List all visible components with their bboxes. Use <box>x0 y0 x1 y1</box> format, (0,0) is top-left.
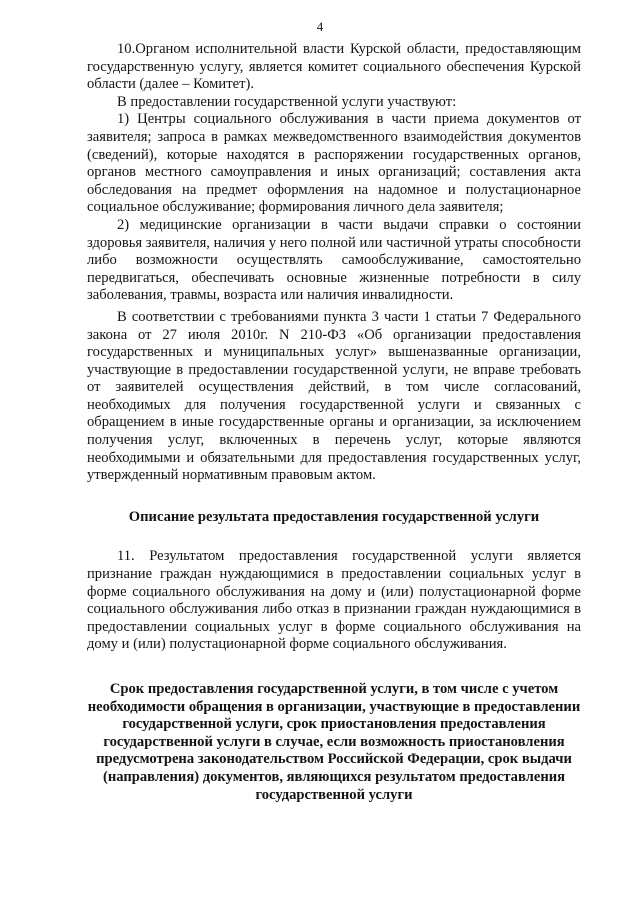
spacer <box>87 654 581 681</box>
heading-term-of-service: Срок предоставления государственной услуги, в том числе с учетом необходимости обращения в организации, участвующие в предоставлении государственной услуги, срок приостановления предоставления государственной услуги в случае, если возможность приостановления предусмотрена законодательством Российской Федерации, срок выдачи (направления) документов, являющихся результатом предоставления государственной услуги <box>87 681 581 803</box>
paragraph-participant-2: 2) медицинские организации в части выдачи справки о состоянии здоровья заявителя, наличия у него полной или частичной утраты способности либо возможности осуществлять самообслуживание, самостоятельно передвигаться, обеспечивать основные жизненные потребности в силу заболевания, травмы, возраста или наличия инвалидности. <box>87 216 581 304</box>
heading-result-description: Описание результата предоставления государственной услуги <box>128 508 540 525</box>
page-number: 4 <box>316 19 324 34</box>
paragraph-participant-1: 1) Центры социального обслуживания в части приема документов от заявителя; запроса в рамках межведомственного взаимодействия документов (сведений), которые находятся в распоряжении государственных органов, органов местного самоуправления и иных организаций; составления акта обследования на предмет оформления на надомное и полустационарное социальное обслуживание; формирования личного дела заявителя; <box>87 111 581 216</box>
paragraph-law-reference: В соответствии с требованиями пункта 3 части 1 статьи 7 Федерального закона от 27 июля 2010г. N 210-ФЗ «Об организации предоставления государственных и муниципальных услуг» вышеназванные организации, участвующие в предоставлении государственной услуги, не вправе требовать от заявителей осуществления действий, в том числе согласований, необходимых для получения государственной услуги и связанных с обращением в иные государственные органы и организации, за исключением получения услуг, включенных в перечень услуг, которые являются необходимыми и обязательными для предоставления государственных услуг, утвержденный нормативным правовым актом. <box>87 308 581 484</box>
paragraph-10-authority: 10.Органом исполнительной власти Курской области, предоставляющим государственную услугу, является комитет социального обеспечения Курской области (далее – Комитет). <box>87 41 581 93</box>
document-body <box>87 41 581 804</box>
paragraph-11-result: 11. Результатом предоставления государственной услуги является признание граждан нуждающимися в предоставлении социальных услуг в форме социального обслуживания на дому и (или) полустационарной форме социального обслуживания либо отказ в признании граждан нуждающимися в предоставлении социальных услуг в форме социального обслуживания на дому и (или) полустационарной форме социального обслуживания. <box>87 548 581 653</box>
paragraph-participants-intro: В предоставлении государственной услуги участвуют: <box>117 93 457 110</box>
